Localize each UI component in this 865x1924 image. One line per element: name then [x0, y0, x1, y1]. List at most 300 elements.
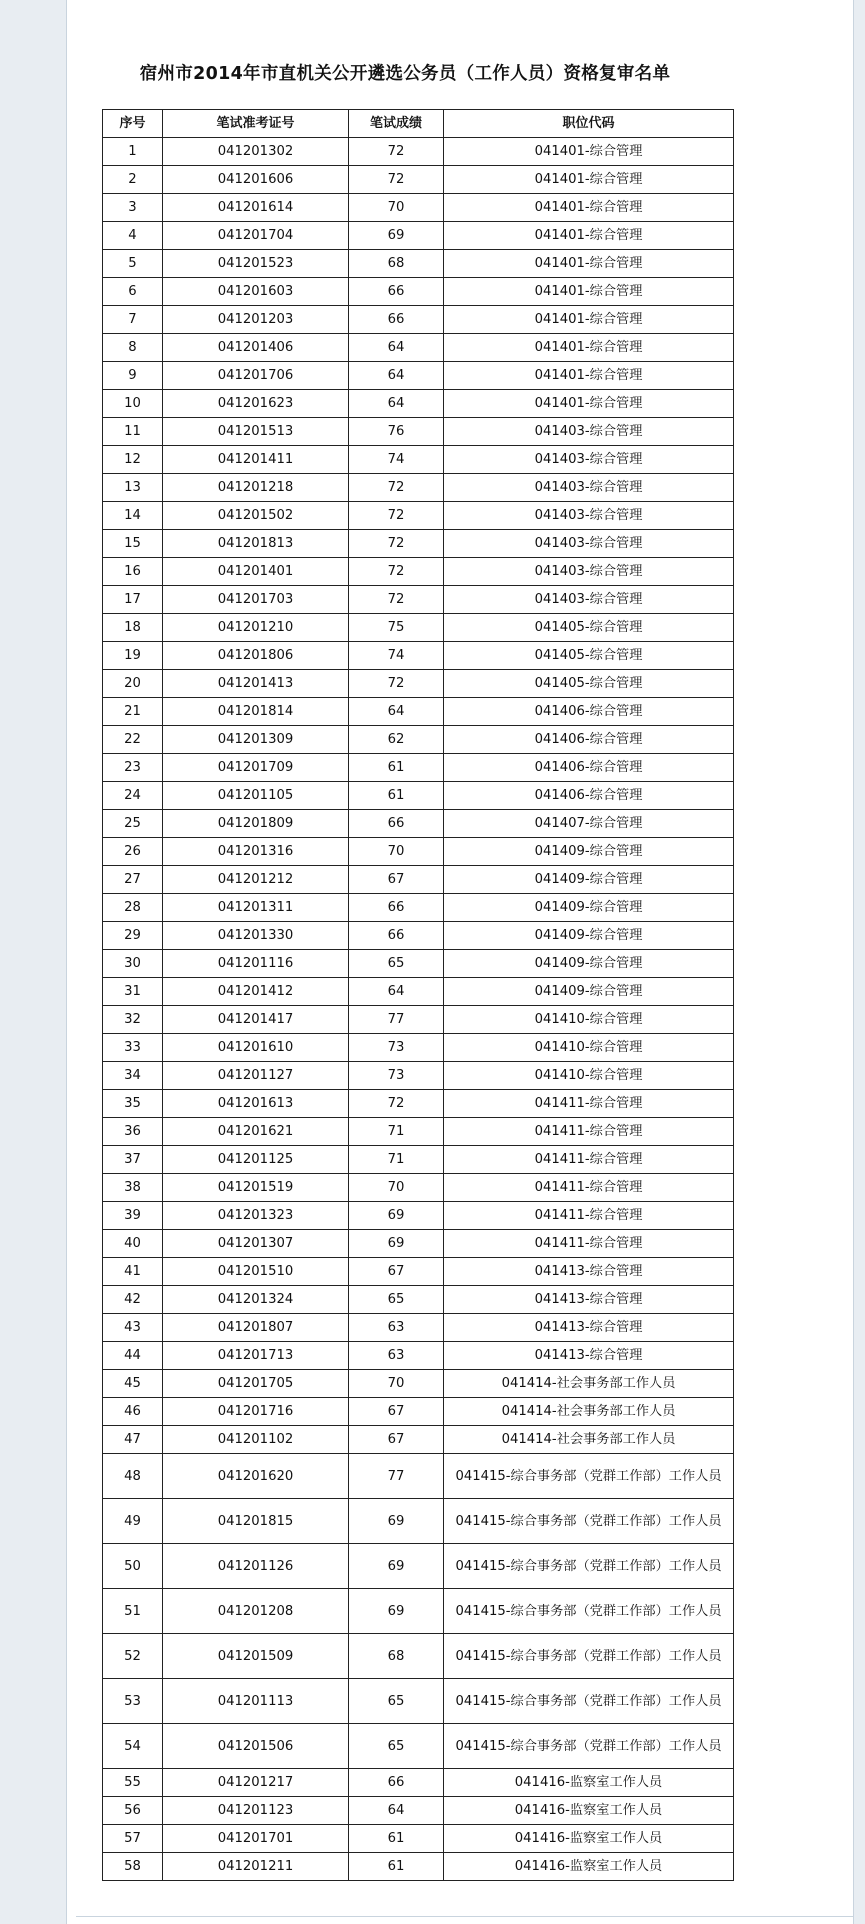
cell-serial-number: 56	[103, 1797, 163, 1825]
cell-exam-ticket-number: 041201113	[163, 1679, 349, 1724]
cell-exam-ticket-number: 041201613	[163, 1090, 349, 1118]
cell-position-code: 041401-综合管理	[444, 278, 734, 306]
cell-serial-number: 41	[103, 1258, 163, 1286]
cell-written-score: 74	[349, 446, 444, 474]
table-row	[103, 726, 734, 754]
table-row	[103, 1679, 734, 1724]
table-row	[103, 1090, 734, 1118]
table-row	[103, 334, 734, 362]
cell-written-score: 73	[349, 1034, 444, 1062]
table-row	[103, 894, 734, 922]
table-body	[103, 138, 734, 1881]
cell-written-score: 64	[349, 334, 444, 362]
cell-exam-ticket-number: 041201506	[163, 1724, 349, 1769]
cell-exam-ticket-number: 041201125	[163, 1146, 349, 1174]
cell-exam-ticket-number: 041201218	[163, 474, 349, 502]
table-row	[103, 418, 734, 446]
table-row	[103, 1202, 734, 1230]
table-row	[103, 1174, 734, 1202]
cell-position-code: 041416-监察室工作人员	[444, 1825, 734, 1853]
table-row	[103, 586, 734, 614]
cell-position-code: 041403-综合管理	[444, 446, 734, 474]
cell-exam-ticket-number: 041201127	[163, 1062, 349, 1090]
cell-exam-ticket-number: 041201621	[163, 1118, 349, 1146]
cell-position-code: 041409-综合管理	[444, 838, 734, 866]
cell-serial-number: 48	[103, 1454, 163, 1499]
cell-written-score: 64	[349, 362, 444, 390]
cell-serial-number: 43	[103, 1314, 163, 1342]
cell-written-score: 61	[349, 754, 444, 782]
cell-exam-ticket-number: 041201706	[163, 362, 349, 390]
cell-position-code: 041415-综合事务部（党群工作部）工作人员	[444, 1634, 734, 1679]
cell-written-score: 67	[349, 1398, 444, 1426]
cell-written-score: 66	[349, 306, 444, 334]
cell-written-score: 64	[349, 698, 444, 726]
cell-written-score: 63	[349, 1314, 444, 1342]
table-row	[103, 1118, 734, 1146]
cell-exam-ticket-number: 041201203	[163, 306, 349, 334]
cell-written-score: 70	[349, 194, 444, 222]
cell-exam-ticket-number: 041201324	[163, 1286, 349, 1314]
cell-exam-ticket-number: 041201623	[163, 390, 349, 418]
cell-serial-number: 5	[103, 250, 163, 278]
table-row	[103, 1006, 734, 1034]
table-row	[103, 1634, 734, 1679]
cell-written-score: 72	[349, 138, 444, 166]
cell-exam-ticket-number: 041201806	[163, 642, 349, 670]
table-row	[103, 474, 734, 502]
cell-position-code: 041413-综合管理	[444, 1342, 734, 1370]
cell-position-code: 041401-综合管理	[444, 334, 734, 362]
cell-position-code: 041415-综合事务部（党群工作部）工作人员	[444, 1589, 734, 1634]
table-row	[103, 250, 734, 278]
cell-position-code: 041411-综合管理	[444, 1202, 734, 1230]
cell-position-code: 041403-综合管理	[444, 558, 734, 586]
cell-exam-ticket-number: 041201509	[163, 1634, 349, 1679]
cell-written-score: 69	[349, 222, 444, 250]
cell-exam-ticket-number: 041201606	[163, 166, 349, 194]
cell-position-code: 041411-综合管理	[444, 1174, 734, 1202]
cell-written-score: 71	[349, 1146, 444, 1174]
table-row	[103, 1544, 734, 1589]
cell-serial-number: 46	[103, 1398, 163, 1426]
cell-position-code: 041415-综合事务部（党群工作部）工作人员	[444, 1679, 734, 1724]
cell-exam-ticket-number: 041201513	[163, 418, 349, 446]
cell-position-code: 041401-综合管理	[444, 390, 734, 418]
table-row	[103, 1454, 734, 1499]
cell-written-score: 69	[349, 1230, 444, 1258]
cell-serial-number: 7	[103, 306, 163, 334]
cell-serial-number: 11	[103, 418, 163, 446]
cell-exam-ticket-number: 041201208	[163, 1589, 349, 1634]
cell-exam-ticket-number: 041201603	[163, 278, 349, 306]
cell-serial-number: 37	[103, 1146, 163, 1174]
cell-written-score: 64	[349, 390, 444, 418]
cell-position-code: 041409-综合管理	[444, 978, 734, 1006]
table-row	[103, 222, 734, 250]
cell-exam-ticket-number: 041201705	[163, 1370, 349, 1398]
qualification-review-table	[102, 109, 734, 1881]
cell-position-code: 041411-综合管理	[444, 1090, 734, 1118]
cell-serial-number: 26	[103, 838, 163, 866]
table-row	[103, 1034, 734, 1062]
cell-written-score: 72	[349, 558, 444, 586]
cell-exam-ticket-number: 041201701	[163, 1825, 349, 1853]
cell-position-code: 041411-综合管理	[444, 1146, 734, 1174]
table-row	[103, 1258, 734, 1286]
cell-written-score: 77	[349, 1454, 444, 1499]
cell-serial-number: 42	[103, 1286, 163, 1314]
cell-exam-ticket-number: 041201330	[163, 922, 349, 950]
cell-written-score: 66	[349, 1769, 444, 1797]
cell-serial-number: 2	[103, 166, 163, 194]
cell-exam-ticket-number: 041201620	[163, 1454, 349, 1499]
cell-serial-number: 35	[103, 1090, 163, 1118]
cell-exam-ticket-number: 041201807	[163, 1314, 349, 1342]
cell-serial-number: 13	[103, 474, 163, 502]
table-row	[103, 1398, 734, 1426]
table-row	[103, 698, 734, 726]
cell-written-score: 63	[349, 1342, 444, 1370]
cell-serial-number: 29	[103, 922, 163, 950]
cell-written-score: 68	[349, 1634, 444, 1679]
cell-exam-ticket-number: 041201309	[163, 726, 349, 754]
table-row	[103, 362, 734, 390]
cell-serial-number: 58	[103, 1853, 163, 1881]
cell-serial-number: 10	[103, 390, 163, 418]
cell-serial-number: 38	[103, 1174, 163, 1202]
table-row	[103, 810, 734, 838]
cell-position-code: 041416-监察室工作人员	[444, 1769, 734, 1797]
cell-serial-number: 8	[103, 334, 163, 362]
table-row	[103, 1797, 734, 1825]
table-row	[103, 1342, 734, 1370]
cell-written-score: 66	[349, 894, 444, 922]
table-row	[103, 1062, 734, 1090]
cell-written-score: 75	[349, 614, 444, 642]
table-row	[103, 1769, 734, 1797]
cell-exam-ticket-number: 041201211	[163, 1853, 349, 1881]
table-row	[103, 1286, 734, 1314]
table-row	[103, 614, 734, 642]
cell-written-score: 65	[349, 1679, 444, 1724]
cell-exam-ticket-number: 041201809	[163, 810, 349, 838]
page-bottom-border	[76, 1916, 854, 1917]
cell-exam-ticket-number: 041201210	[163, 614, 349, 642]
cell-position-code: 041409-综合管理	[444, 950, 734, 978]
cell-exam-ticket-number: 041201417	[163, 1006, 349, 1034]
cell-position-code: 041413-综合管理	[444, 1258, 734, 1286]
cell-exam-ticket-number: 041201614	[163, 194, 349, 222]
cell-exam-ticket-number: 041201412	[163, 978, 349, 1006]
cell-position-code: 041405-综合管理	[444, 614, 734, 642]
cell-written-score: 61	[349, 1825, 444, 1853]
cell-serial-number: 30	[103, 950, 163, 978]
cell-exam-ticket-number: 041201703	[163, 586, 349, 614]
cell-written-score: 72	[349, 502, 444, 530]
cell-exam-ticket-number: 041201311	[163, 894, 349, 922]
table-row	[103, 754, 734, 782]
cell-position-code: 041401-综合管理	[444, 250, 734, 278]
cell-exam-ticket-number: 041201716	[163, 1398, 349, 1426]
cell-serial-number: 15	[103, 530, 163, 558]
cell-position-code: 041405-综合管理	[444, 670, 734, 698]
cell-written-score: 76	[349, 418, 444, 446]
cell-serial-number: 27	[103, 866, 163, 894]
cell-serial-number: 21	[103, 698, 163, 726]
cell-serial-number: 55	[103, 1769, 163, 1797]
cell-serial-number: 19	[103, 642, 163, 670]
cell-written-score: 74	[349, 642, 444, 670]
cell-position-code: 041406-综合管理	[444, 782, 734, 810]
cell-serial-number: 17	[103, 586, 163, 614]
header-exam-ticket-number: 笔试准考证号	[163, 110, 349, 138]
table-row	[103, 194, 734, 222]
table-row	[103, 502, 734, 530]
cell-exam-ticket-number: 041201519	[163, 1174, 349, 1202]
cell-exam-ticket-number: 041201610	[163, 1034, 349, 1062]
cell-position-code: 041401-综合管理	[444, 166, 734, 194]
table-row	[103, 1589, 734, 1634]
table-row	[103, 978, 734, 1006]
cell-serial-number: 22	[103, 726, 163, 754]
table-row	[103, 1853, 734, 1881]
cell-position-code: 041414-社会事务部工作人员	[444, 1370, 734, 1398]
cell-serial-number: 1	[103, 138, 163, 166]
cell-exam-ticket-number: 041201102	[163, 1426, 349, 1454]
cell-serial-number: 14	[103, 502, 163, 530]
cell-exam-ticket-number: 041201411	[163, 446, 349, 474]
cell-position-code: 041415-综合事务部（党群工作部）工作人员	[444, 1499, 734, 1544]
cell-position-code: 041416-监察室工作人员	[444, 1853, 734, 1881]
cell-position-code: 041401-综合管理	[444, 138, 734, 166]
cell-position-code: 041403-综合管理	[444, 502, 734, 530]
cell-serial-number: 45	[103, 1370, 163, 1398]
cell-serial-number: 47	[103, 1426, 163, 1454]
table-header-row	[103, 110, 734, 138]
cell-serial-number: 20	[103, 670, 163, 698]
cell-exam-ticket-number: 041201406	[163, 334, 349, 362]
cell-position-code: 041409-综合管理	[444, 922, 734, 950]
cell-serial-number: 54	[103, 1724, 163, 1769]
cell-written-score: 61	[349, 1853, 444, 1881]
cell-serial-number: 28	[103, 894, 163, 922]
table-row	[103, 922, 734, 950]
table-row	[103, 1426, 734, 1454]
table-row	[103, 838, 734, 866]
cell-written-score: 70	[349, 1370, 444, 1398]
cell-exam-ticket-number: 041201323	[163, 1202, 349, 1230]
cell-serial-number: 44	[103, 1342, 163, 1370]
cell-written-score: 67	[349, 1258, 444, 1286]
cell-written-score: 65	[349, 950, 444, 978]
table-row	[103, 1146, 734, 1174]
cell-serial-number: 4	[103, 222, 163, 250]
table-row	[103, 1499, 734, 1544]
cell-position-code: 041415-综合事务部（党群工作部）工作人员	[444, 1724, 734, 1769]
cell-serial-number: 51	[103, 1589, 163, 1634]
table-row	[103, 950, 734, 978]
cell-exam-ticket-number: 041201413	[163, 670, 349, 698]
cell-position-code: 041411-综合管理	[444, 1230, 734, 1258]
cell-position-code: 041403-综合管理	[444, 474, 734, 502]
table-row	[103, 1314, 734, 1342]
cell-position-code: 041414-社会事务部工作人员	[444, 1398, 734, 1426]
cell-position-code: 041403-综合管理	[444, 418, 734, 446]
table-row	[103, 446, 734, 474]
document-title: 宿州市2014年市直机关公开遴选公务员（工作人员）资格复审名单	[139, 64, 671, 84]
cell-position-code: 041410-综合管理	[444, 1034, 734, 1062]
cell-position-code: 041415-综合事务部（党群工作部）工作人员	[444, 1454, 734, 1499]
cell-written-score: 64	[349, 1797, 444, 1825]
cell-position-code: 041409-综合管理	[444, 866, 734, 894]
cell-exam-ticket-number: 041201813	[163, 530, 349, 558]
cell-serial-number: 52	[103, 1634, 163, 1679]
cell-written-score: 72	[349, 530, 444, 558]
cell-position-code: 041409-综合管理	[444, 894, 734, 922]
table-row	[103, 530, 734, 558]
cell-written-score: 70	[349, 1174, 444, 1202]
cell-written-score: 66	[349, 810, 444, 838]
cell-written-score: 67	[349, 866, 444, 894]
cell-serial-number: 50	[103, 1544, 163, 1589]
cell-position-code: 041406-综合管理	[444, 754, 734, 782]
cell-written-score: 65	[349, 1724, 444, 1769]
cell-written-score: 64	[349, 978, 444, 1006]
cell-written-score: 71	[349, 1118, 444, 1146]
cell-serial-number: 31	[103, 978, 163, 1006]
table-row	[103, 390, 734, 418]
header-serial-number: 序号	[103, 110, 163, 138]
cell-exam-ticket-number: 041201316	[163, 838, 349, 866]
cell-serial-number: 57	[103, 1825, 163, 1853]
cell-position-code: 041410-综合管理	[444, 1062, 734, 1090]
cell-written-score: 61	[349, 782, 444, 810]
cell-exam-ticket-number: 041201704	[163, 222, 349, 250]
left-page-gutter	[0, 0, 66, 1924]
cell-exam-ticket-number: 041201126	[163, 1544, 349, 1589]
cell-exam-ticket-number: 041201523	[163, 250, 349, 278]
cell-position-code: 041401-综合管理	[444, 306, 734, 334]
cell-written-score: 69	[349, 1202, 444, 1230]
table-row	[103, 278, 734, 306]
cell-position-code: 041403-综合管理	[444, 530, 734, 558]
cell-serial-number: 34	[103, 1062, 163, 1090]
cell-exam-ticket-number: 041201401	[163, 558, 349, 586]
cell-position-code: 041406-综合管理	[444, 698, 734, 726]
cell-exam-ticket-number: 041201116	[163, 950, 349, 978]
cell-serial-number: 16	[103, 558, 163, 586]
cell-written-score: 68	[349, 250, 444, 278]
table-row	[103, 558, 734, 586]
header-position-code: 职位代码	[444, 110, 734, 138]
cell-position-code: 041401-综合管理	[444, 194, 734, 222]
table-row	[103, 1825, 734, 1853]
table-row	[103, 782, 734, 810]
cell-position-code: 041405-综合管理	[444, 642, 734, 670]
cell-serial-number: 3	[103, 194, 163, 222]
cell-exam-ticket-number: 041201123	[163, 1797, 349, 1825]
cell-exam-ticket-number: 041201302	[163, 138, 349, 166]
cell-exam-ticket-number: 041201212	[163, 866, 349, 894]
table-row	[103, 1370, 734, 1398]
cell-exam-ticket-number: 041201709	[163, 754, 349, 782]
cell-written-score: 72	[349, 166, 444, 194]
cell-exam-ticket-number: 041201814	[163, 698, 349, 726]
left-page-border	[66, 0, 67, 1924]
table-row	[103, 1724, 734, 1769]
cell-position-code: 041413-综合管理	[444, 1314, 734, 1342]
cell-written-score: 72	[349, 586, 444, 614]
cell-serial-number: 40	[103, 1230, 163, 1258]
cell-written-score: 72	[349, 1090, 444, 1118]
cell-written-score: 72	[349, 670, 444, 698]
cell-position-code: 041413-综合管理	[444, 1286, 734, 1314]
table-row	[103, 670, 734, 698]
cell-written-score: 72	[349, 474, 444, 502]
cell-serial-number: 49	[103, 1499, 163, 1544]
cell-written-score: 65	[349, 1286, 444, 1314]
cell-exam-ticket-number: 041201815	[163, 1499, 349, 1544]
cell-written-score: 66	[349, 278, 444, 306]
cell-written-score: 73	[349, 1062, 444, 1090]
cell-position-code: 041403-综合管理	[444, 586, 734, 614]
cell-serial-number: 12	[103, 446, 163, 474]
cell-written-score: 62	[349, 726, 444, 754]
cell-written-score: 69	[349, 1589, 444, 1634]
cell-serial-number: 36	[103, 1118, 163, 1146]
cell-written-score: 70	[349, 838, 444, 866]
cell-position-code: 041401-综合管理	[444, 222, 734, 250]
cell-position-code: 041410-综合管理	[444, 1006, 734, 1034]
cell-serial-number: 39	[103, 1202, 163, 1230]
cell-exam-ticket-number: 041201502	[163, 502, 349, 530]
cell-exam-ticket-number: 041201217	[163, 1769, 349, 1797]
cell-serial-number: 18	[103, 614, 163, 642]
cell-written-score: 77	[349, 1006, 444, 1034]
cell-written-score: 69	[349, 1499, 444, 1544]
table-row	[103, 866, 734, 894]
cell-serial-number: 23	[103, 754, 163, 782]
cell-serial-number: 33	[103, 1034, 163, 1062]
cell-position-code: 041411-综合管理	[444, 1118, 734, 1146]
cell-exam-ticket-number: 041201713	[163, 1342, 349, 1370]
cell-serial-number: 32	[103, 1006, 163, 1034]
cell-position-code: 041401-综合管理	[444, 362, 734, 390]
table-row	[103, 1230, 734, 1258]
cell-position-code: 041407-综合管理	[444, 810, 734, 838]
cell-exam-ticket-number: 041201510	[163, 1258, 349, 1286]
cell-serial-number: 6	[103, 278, 163, 306]
table-row	[103, 642, 734, 670]
cell-position-code: 041416-监察室工作人员	[444, 1797, 734, 1825]
right-page-gutter	[854, 0, 865, 1924]
table-row	[103, 138, 734, 166]
cell-exam-ticket-number: 041201105	[163, 782, 349, 810]
cell-serial-number: 24	[103, 782, 163, 810]
header-written-score: 笔试成绩	[349, 110, 444, 138]
cell-written-score: 69	[349, 1544, 444, 1589]
cell-serial-number: 53	[103, 1679, 163, 1724]
cell-position-code: 041415-综合事务部（党群工作部）工作人员	[444, 1544, 734, 1589]
table-row	[103, 166, 734, 194]
table-row	[103, 306, 734, 334]
cell-position-code: 041406-综合管理	[444, 726, 734, 754]
cell-written-score: 66	[349, 922, 444, 950]
cell-position-code: 041414-社会事务部工作人员	[444, 1426, 734, 1454]
cell-exam-ticket-number: 041201307	[163, 1230, 349, 1258]
cell-serial-number: 25	[103, 810, 163, 838]
